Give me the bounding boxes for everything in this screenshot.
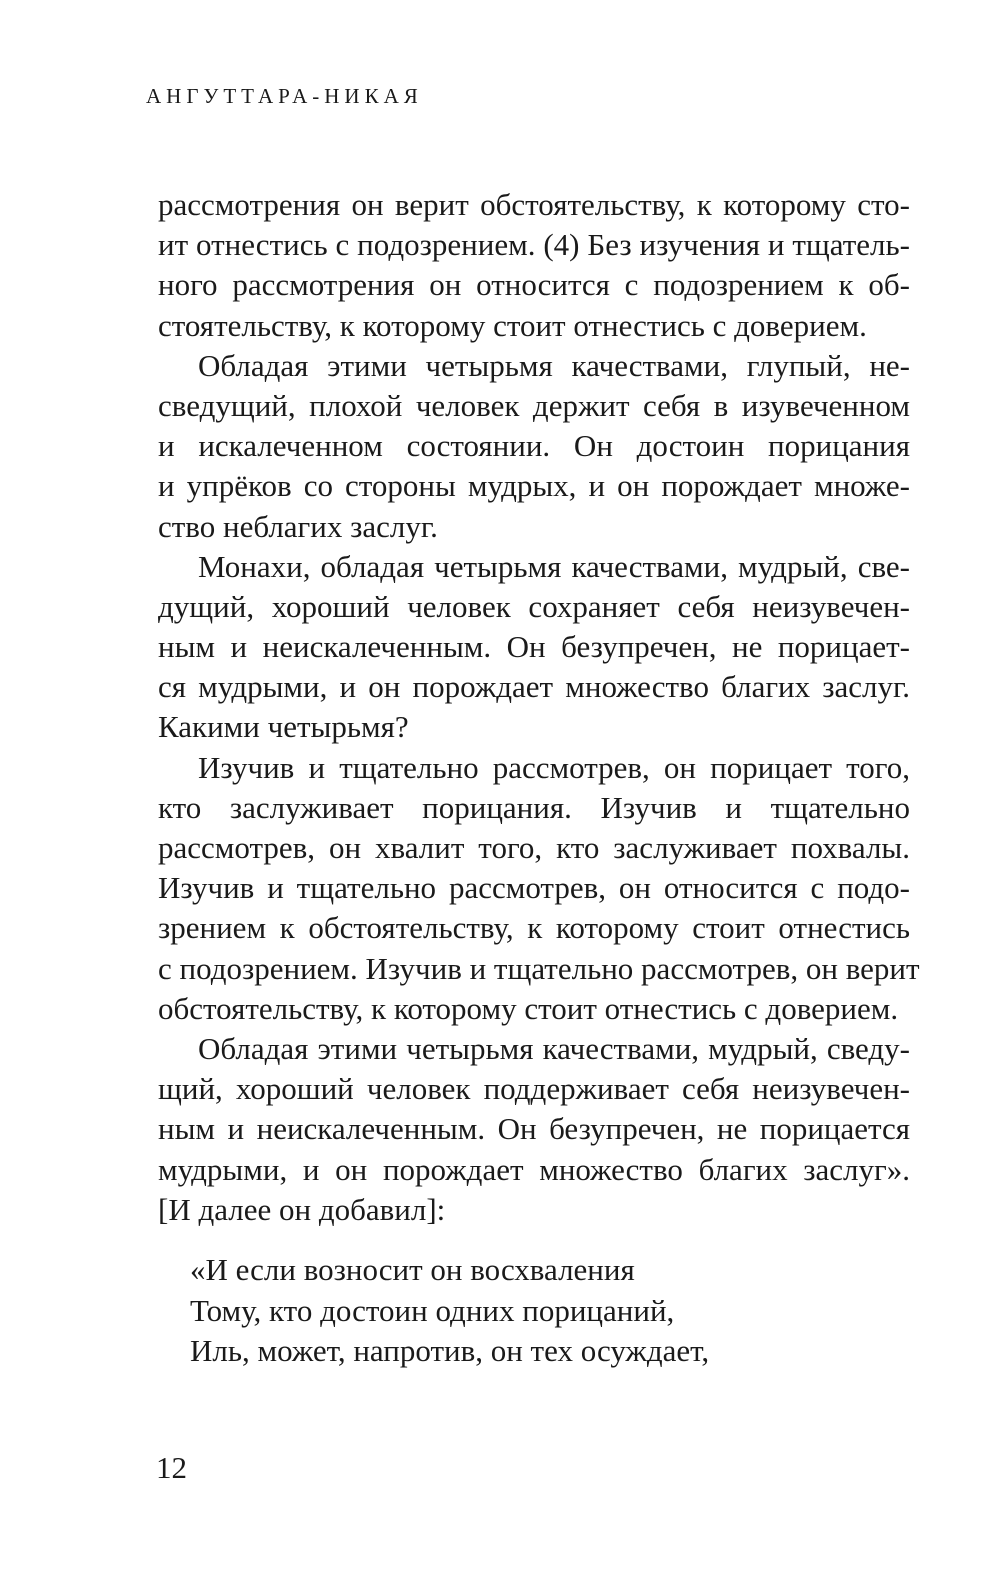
text-line: и искалеченном состоянии. Он достоин порицания <box>158 428 910 464</box>
text-line: Монахи, обладая четырьмя качествами, мудрый, све- <box>198 548 910 584</box>
text-line: ит отнестись с подозрением. (4) Без изучения и тщатель- <box>158 227 910 263</box>
text-line: ным и неискалеченным. Он безупречен, не порицается <box>158 1111 910 1147</box>
text-line: ся мудрыми, и он порождает множество благих заслуг. <box>158 669 910 705</box>
text-line: зрением к обстоятельству, к которому стоит отнестись <box>158 910 910 946</box>
text-line: дущий, хороший человек сохраняет себя неизувечен- <box>158 588 910 624</box>
text-line: Какими четырьмя? <box>158 709 409 745</box>
body-text <box>158 185 920 1230</box>
text-line: рассмотрев, он хвалит того, кто заслуживает похвалы. <box>158 830 910 865</box>
text-line: ного рассмотрения он относится с подозрением к об- <box>158 267 910 303</box>
page-number: 12 <box>156 1450 187 1485</box>
text-line: с подозрением. Изучив и тщательно рассмотрев, он верит <box>158 950 920 986</box>
text-line: Изучив и тщательно рассмотрев, он порицает того, <box>198 749 910 785</box>
text-line: мудрыми, и он порождает множество благих заслуг». <box>158 1151 910 1187</box>
running-header: АНГУТТАРА-НИКАЯ <box>146 84 423 108</box>
verse-line: Иль, может, напротив, он тех осуждает, <box>190 1333 710 1368</box>
text-line: обстоятельству, к которому стоит отнестись с доверием. <box>158 990 899 1026</box>
text-line: [И далее он добавил]: <box>158 1191 446 1227</box>
verse-block <box>190 1250 709 1372</box>
text-line: щий, хороший человек поддерживает себя неизувечен- <box>158 1071 910 1107</box>
text-line: кто заслуживает порицания. Изучив и тщательно <box>158 789 910 825</box>
text-line: сведущий, плохой человек держит себя в изувеченном <box>158 387 910 423</box>
text-line: Обладая этими четырьмя качествами, мудрый, сведу- <box>198 1030 910 1066</box>
text-line: рассмотрения он верит обстоятельству, к которому сто- <box>158 187 910 222</box>
text-line: ство неблагих заслуг. <box>158 508 438 544</box>
text-line: и упрёков со стороны мудрых, и он порождает множе- <box>158 468 910 504</box>
text-line: Изучив и тщательно рассмотрев, он относится с подо- <box>158 870 910 906</box>
text-line: стоятельству, к которому стоит отнестись с доверием. <box>158 307 867 343</box>
verse-line: «И если возносит он восхваления <box>190 1252 635 1287</box>
verse-line: Тому, кто достоин одних порицаний, <box>190 1292 675 1328</box>
text-line: Обладая этими четырьмя качествами, глупый, не- <box>198 347 910 383</box>
text-line: ным и неискалеченным. Он безупречен, не порицает- <box>158 629 910 665</box>
